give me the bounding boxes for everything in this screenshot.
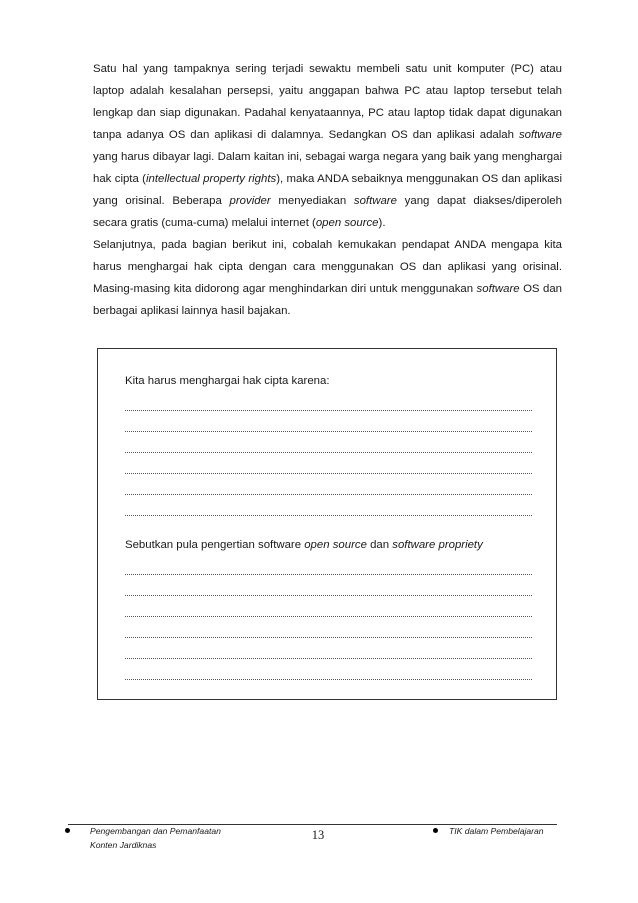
intro-paragraph (93, 58, 562, 234)
answer-line[interactable] (125, 620, 532, 638)
answer-line[interactable] (125, 477, 532, 495)
answer-line[interactable] (125, 456, 532, 474)
answer-line[interactable] (125, 599, 532, 617)
italic-term: software (353, 195, 397, 207)
page-number: 13 (311, 828, 325, 842)
question-definitions (125, 535, 535, 555)
footer-left-line: Konten Jardiknas (90, 840, 157, 850)
italic-term: software (476, 283, 520, 295)
instruction-paragraph (93, 234, 562, 322)
text-run: yang dapat diakses/diperoleh secara gratis (cuma-cuma) melalui internet ( (93, 195, 562, 229)
answer-line[interactable] (125, 414, 532, 432)
bullet-icon (65, 828, 70, 833)
answer-line[interactable] (125, 557, 532, 575)
answer-line[interactable] (125, 393, 532, 411)
text-run: OS dan berbagai aplikasi lainnya hasil bajakan. (93, 283, 562, 317)
text-run: Selanjutnya, pada bagian berikut ini, cobalah kemukakan pendapat ANDA mengapa kita harus menghargai hak cipta dengan cara menggunakan OS dan aplikasi yang orisinal. Masing-masing kita didorong agar menghindarkan diri untuk menggunakan (93, 239, 562, 295)
answer-line[interactable] (125, 578, 532, 596)
bullet-icon (433, 828, 438, 833)
italic-term: open source (304, 539, 367, 551)
italic-term: intellectual property rights (145, 173, 277, 185)
answer-line[interactable] (125, 435, 532, 453)
text-run: Sebutkan pula pengertian software (125, 539, 305, 551)
footer-right: TIK dalam Pembelajaran (449, 826, 544, 836)
italic-term: software propriety (392, 539, 483, 551)
footer-left-line: Pengembangan dan Pemanfaatan (90, 826, 221, 836)
text-run: menyediakan (270, 195, 354, 207)
italic-term: software (518, 129, 562, 141)
answer-line[interactable] (125, 641, 532, 659)
answer-line[interactable] (125, 498, 532, 516)
italic-term: provider (229, 195, 271, 207)
text-run: ), maka ANDA sebaiknya menggunakan OS dan aplikasi yang orisinal. Beberapa (93, 173, 562, 207)
text-run: dan (366, 539, 393, 551)
answer-line[interactable] (125, 662, 532, 680)
text-run: Satu hal yang tampaknya sering terjadi sewaktu membeli satu unit komputer (PC) atau laptop adalah kesalahan persepsi, yaitu anggapan bahwa PC atau laptop tersebut telah lengkap dan siap digunakan. Padahal kenyataannya, PC atau laptop tidak dapat digunakan tanpa adanya OS dan aplikasi di dalamnya. Sedangkan OS dan aplikasi adalah (93, 63, 562, 141)
italic-term: open source (315, 217, 379, 229)
text-run: yang harus dibayar lagi. Dalam kaitan ini, sebagai warga negara yang baik yang menghargai hak cipta ( (93, 151, 562, 185)
answer-box (97, 348, 557, 700)
question-copyright: Kita harus menghargai hak cipta karena: (125, 375, 330, 387)
text-run: ). (378, 217, 386, 229)
footer-left (90, 824, 240, 852)
